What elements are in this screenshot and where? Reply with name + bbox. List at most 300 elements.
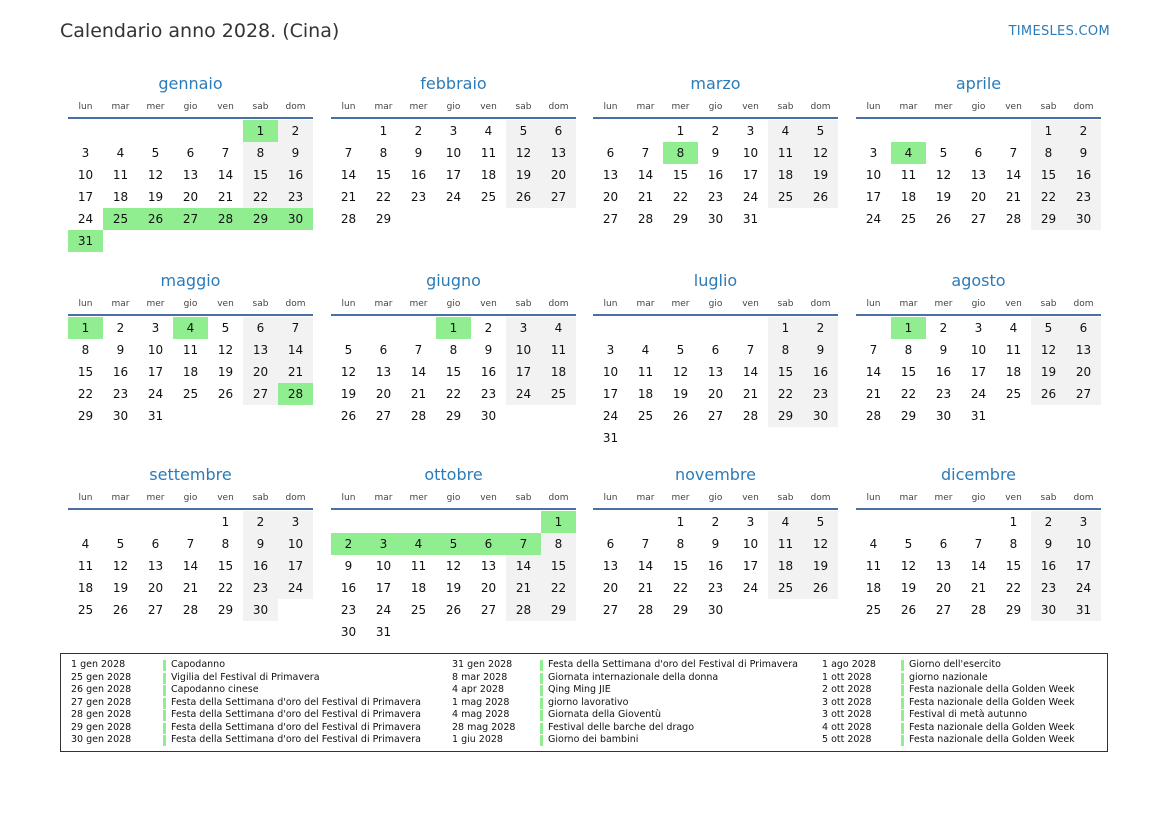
day-cell[interactable]: 27	[147, 603, 164, 617]
day-cell[interactable]: 28	[637, 212, 654, 226]
day-cell[interactable]: 2	[939, 321, 948, 335]
day-cell[interactable]: 21	[1005, 190, 1022, 204]
day-cell[interactable]: 7	[869, 343, 878, 357]
day-cell[interactable]: 18	[541, 361, 576, 383]
holiday-day-cell[interactable]: 30	[278, 208, 313, 230]
day-cell[interactable]: 18	[410, 581, 427, 595]
day-cell[interactable]: 26	[506, 186, 541, 208]
day-cell[interactable]: 8	[449, 343, 458, 357]
day-cell[interactable]: 7	[221, 146, 230, 160]
day-cell[interactable]: 14	[182, 559, 199, 573]
day-cell[interactable]: 17	[742, 559, 759, 573]
day-cell[interactable]: 15	[77, 365, 94, 379]
day-cell[interactable]: 5	[1031, 317, 1066, 339]
day-cell[interactable]: 20	[935, 581, 952, 595]
day-cell[interactable]: 30	[803, 405, 838, 427]
day-cell[interactable]: 2	[1031, 511, 1066, 533]
day-cell[interactable]: 20	[182, 190, 199, 204]
day-cell[interactable]: 12	[506, 142, 541, 164]
day-cell[interactable]: 16	[340, 581, 357, 595]
day-cell[interactable]: 28	[410, 409, 427, 423]
day-cell[interactable]: 19	[147, 190, 164, 204]
day-cell[interactable]: 6	[606, 537, 615, 551]
day-cell[interactable]: 15	[243, 164, 278, 186]
day-cell[interactable]: 20	[602, 190, 619, 204]
day-cell[interactable]: 10	[602, 365, 619, 379]
day-cell[interactable]: 11	[182, 343, 199, 357]
day-cell[interactable]: 20	[480, 581, 497, 595]
day-cell[interactable]: 28	[742, 409, 759, 423]
day-cell[interactable]: 11	[1005, 343, 1022, 357]
day-cell[interactable]: 23	[410, 190, 427, 204]
day-cell[interactable]: 14	[410, 365, 427, 379]
holiday-day-cell[interactable]: 28	[278, 383, 313, 405]
day-cell[interactable]: 29	[217, 603, 234, 617]
day-cell[interactable]: 20	[970, 190, 987, 204]
day-cell[interactable]: 23	[803, 383, 838, 405]
day-cell[interactable]: 29	[900, 409, 917, 423]
day-cell[interactable]: 11	[637, 365, 654, 379]
day-cell[interactable]: 4	[768, 120, 803, 142]
day-cell[interactable]: 9	[803, 339, 838, 361]
day-cell[interactable]: 12	[803, 142, 838, 164]
day-cell[interactable]: 24	[865, 212, 882, 226]
day-cell[interactable]: 28	[970, 603, 987, 617]
day-cell[interactable]: 27	[541, 186, 576, 208]
day-cell[interactable]: 18	[637, 387, 654, 401]
day-cell[interactable]: 23	[112, 387, 129, 401]
day-cell[interactable]: 17	[602, 387, 619, 401]
day-cell[interactable]: 8	[1031, 142, 1066, 164]
day-cell[interactable]: 6	[974, 146, 983, 160]
day-cell[interactable]: 10	[742, 537, 759, 551]
day-cell[interactable]: 3	[869, 146, 878, 160]
day-cell[interactable]: 11	[480, 146, 497, 160]
day-cell[interactable]: 9	[1066, 142, 1101, 164]
day-cell[interactable]: 27	[602, 603, 619, 617]
day-cell[interactable]: 23	[340, 603, 357, 617]
day-cell[interactable]: 3	[974, 321, 983, 335]
day-cell[interactable]: 17	[742, 168, 759, 182]
day-cell[interactable]: 20	[375, 387, 392, 401]
day-cell[interactable]: 29	[375, 212, 392, 226]
holiday-day-cell[interactable]: 8	[663, 142, 698, 164]
day-cell[interactable]: 26	[935, 212, 952, 226]
day-cell[interactable]: 9	[484, 343, 493, 357]
day-cell[interactable]: 22	[77, 387, 94, 401]
day-cell[interactable]: 25	[768, 577, 803, 599]
day-cell[interactable]: 25	[900, 212, 917, 226]
day-cell[interactable]: 28	[506, 599, 541, 621]
day-cell[interactable]: 9	[939, 343, 948, 357]
day-cell[interactable]: 27	[602, 212, 619, 226]
day-cell[interactable]: 24	[77, 212, 94, 226]
day-cell[interactable]: 26	[340, 409, 357, 423]
day-cell[interactable]: 2	[1066, 120, 1101, 142]
holiday-day-cell[interactable]: 1	[541, 511, 576, 533]
day-cell[interactable]: 8	[541, 533, 576, 555]
day-cell[interactable]: 25	[480, 190, 497, 204]
day-cell[interactable]: 28	[865, 409, 882, 423]
day-cell[interactable]: 26	[900, 603, 917, 617]
day-cell[interactable]: 6	[1066, 317, 1101, 339]
day-cell[interactable]: 9	[711, 537, 720, 551]
day-cell[interactable]: 29	[77, 409, 94, 423]
day-cell[interactable]: 15	[1031, 164, 1066, 186]
day-cell[interactable]: 12	[112, 559, 129, 573]
holiday-day-cell[interactable]: 7	[506, 533, 541, 555]
day-cell[interactable]: 9	[711, 146, 720, 160]
day-cell[interactable]: 21	[865, 387, 882, 401]
holiday-day-cell[interactable]: 26	[138, 208, 173, 230]
holiday-day-cell[interactable]: 27	[173, 208, 208, 230]
day-cell[interactable]: 18	[865, 581, 882, 595]
day-cell[interactable]: 22	[768, 383, 803, 405]
day-cell[interactable]: 30	[480, 409, 497, 423]
day-cell[interactable]: 9	[1031, 533, 1066, 555]
day-cell[interactable]: 9	[116, 343, 125, 357]
day-cell[interactable]: 21	[217, 190, 234, 204]
day-cell[interactable]: 17	[77, 190, 94, 204]
day-cell[interactable]: 6	[243, 317, 278, 339]
day-cell[interactable]: 8	[768, 339, 803, 361]
day-cell[interactable]: 26	[672, 409, 689, 423]
day-cell[interactable]: 24	[742, 581, 759, 595]
day-cell[interactable]: 31	[970, 409, 987, 423]
day-cell[interactable]: 6	[939, 537, 948, 551]
day-cell[interactable]: 16	[1031, 555, 1066, 577]
day-cell[interactable]: 12	[672, 365, 689, 379]
day-cell[interactable]: 23	[1031, 577, 1066, 599]
day-cell[interactable]: 19	[112, 581, 129, 595]
day-cell[interactable]: 21	[637, 190, 654, 204]
day-cell[interactable]: 13	[243, 339, 278, 361]
day-cell[interactable]: 15	[375, 168, 392, 182]
day-cell[interactable]: 2	[243, 511, 278, 533]
day-cell[interactable]: 13	[707, 365, 724, 379]
day-cell[interactable]: 24	[506, 383, 541, 405]
day-cell[interactable]: 5	[676, 343, 685, 357]
day-cell[interactable]: 21	[637, 581, 654, 595]
day-cell[interactable]: 10	[278, 533, 313, 555]
day-cell[interactable]: 18	[1005, 365, 1022, 379]
day-cell[interactable]: 7	[641, 537, 650, 551]
day-cell[interactable]: 13	[541, 142, 576, 164]
day-cell[interactable]: 7	[974, 537, 983, 551]
day-cell[interactable]: 5	[939, 146, 948, 160]
day-cell[interactable]: 5	[904, 537, 913, 551]
day-cell[interactable]: 23	[480, 387, 497, 401]
holiday-day-cell[interactable]: 4	[891, 142, 926, 164]
day-cell[interactable]: 19	[672, 387, 689, 401]
day-cell[interactable]: 3	[606, 343, 615, 357]
day-cell[interactable]: 12	[935, 168, 952, 182]
day-cell[interactable]: 3	[151, 321, 160, 335]
day-cell[interactable]: 27	[480, 603, 497, 617]
day-cell[interactable]: 17	[445, 168, 462, 182]
day-cell[interactable]: 12	[1031, 339, 1066, 361]
day-cell[interactable]: 18	[77, 581, 94, 595]
day-cell[interactable]: 3	[449, 124, 458, 138]
day-cell[interactable]: 16	[243, 555, 278, 577]
day-cell[interactable]: 22	[1005, 581, 1022, 595]
day-cell[interactable]: 13	[602, 168, 619, 182]
day-cell[interactable]: 3	[81, 146, 90, 160]
day-cell[interactable]: 26	[445, 603, 462, 617]
day-cell[interactable]: 31	[375, 625, 392, 639]
day-cell[interactable]: 28	[1005, 212, 1022, 226]
day-cell[interactable]: 6	[606, 146, 615, 160]
day-cell[interactable]: 22	[672, 190, 689, 204]
day-cell[interactable]: 10	[506, 339, 541, 361]
day-cell[interactable]: 21	[970, 581, 987, 595]
day-cell[interactable]: 23	[278, 186, 313, 208]
day-cell[interactable]: 1	[676, 515, 685, 529]
day-cell[interactable]: 4	[116, 146, 125, 160]
day-cell[interactable]: 13	[1066, 339, 1101, 361]
day-cell[interactable]: 26	[1031, 383, 1066, 405]
day-cell[interactable]: 4	[541, 317, 576, 339]
day-cell[interactable]: 8	[221, 537, 230, 551]
day-cell[interactable]: 17	[1066, 555, 1101, 577]
day-cell[interactable]: 21	[410, 387, 427, 401]
day-cell[interactable]: 7	[1009, 146, 1018, 160]
day-cell[interactable]: 18	[768, 555, 803, 577]
day-cell[interactable]: 19	[217, 365, 234, 379]
day-cell[interactable]: 5	[803, 120, 838, 142]
day-cell[interactable]: 15	[900, 365, 917, 379]
day-cell[interactable]: 13	[935, 559, 952, 573]
day-cell[interactable]: 7	[414, 343, 423, 357]
day-cell[interactable]: 6	[541, 120, 576, 142]
day-cell[interactable]: 10	[742, 146, 759, 160]
holiday-day-cell[interactable]: 29	[243, 208, 278, 230]
holiday-day-cell[interactable]: 1	[68, 317, 103, 339]
day-cell[interactable]: 27	[375, 409, 392, 423]
day-cell[interactable]: 6	[379, 343, 388, 357]
day-cell[interactable]: 28	[182, 603, 199, 617]
day-cell[interactable]: 19	[445, 581, 462, 595]
day-cell[interactable]: 13	[602, 559, 619, 573]
day-cell[interactable]: 4	[81, 537, 90, 551]
day-cell[interactable]: 4	[641, 343, 650, 357]
day-cell[interactable]: 11	[900, 168, 917, 182]
day-cell[interactable]: 25	[1005, 387, 1022, 401]
day-cell[interactable]: 23	[935, 387, 952, 401]
day-cell[interactable]: 11	[77, 559, 94, 573]
day-cell[interactable]: 31	[602, 431, 619, 445]
day-cell[interactable]: 29	[445, 409, 462, 423]
day-cell[interactable]: 20	[147, 581, 164, 595]
day-cell[interactable]: 29	[768, 405, 803, 427]
day-cell[interactable]: 3	[1066, 511, 1101, 533]
day-cell[interactable]: 30	[935, 409, 952, 423]
day-cell[interactable]: 30	[1066, 208, 1101, 230]
day-cell[interactable]: 24	[970, 387, 987, 401]
day-cell[interactable]: 14	[742, 365, 759, 379]
day-cell[interactable]: 10	[445, 146, 462, 160]
day-cell[interactable]: 21	[506, 577, 541, 599]
day-cell[interactable]: 27	[1066, 383, 1101, 405]
holiday-day-cell[interactable]: 2	[331, 533, 366, 555]
day-cell[interactable]: 19	[1031, 361, 1066, 383]
day-cell[interactable]: 7	[344, 146, 353, 160]
day-cell[interactable]: 29	[672, 212, 689, 226]
day-cell[interactable]: 3	[278, 511, 313, 533]
day-cell[interactable]: 23	[707, 581, 724, 595]
day-cell[interactable]: 23	[707, 190, 724, 204]
day-cell[interactable]: 14	[217, 168, 234, 182]
day-cell[interactable]: 18	[112, 190, 129, 204]
day-cell[interactable]: 21	[182, 581, 199, 595]
day-cell[interactable]: 1	[379, 124, 388, 138]
day-cell[interactable]: 1	[1009, 515, 1018, 529]
day-cell[interactable]: 27	[935, 603, 952, 617]
day-cell[interactable]: 30	[112, 409, 129, 423]
day-cell[interactable]: 21	[278, 361, 313, 383]
day-cell[interactable]: 2	[484, 321, 493, 335]
day-cell[interactable]: 17	[865, 190, 882, 204]
day-cell[interactable]: 17	[278, 555, 313, 577]
day-cell[interactable]: 26	[112, 603, 129, 617]
day-cell[interactable]: 25	[768, 186, 803, 208]
day-cell[interactable]: 15	[541, 555, 576, 577]
day-cell[interactable]: 5	[116, 537, 125, 551]
day-cell[interactable]: 16	[707, 559, 724, 573]
holiday-day-cell[interactable]: 31	[68, 230, 103, 252]
day-cell[interactable]: 26	[217, 387, 234, 401]
day-cell[interactable]: 1	[1031, 120, 1066, 142]
day-cell[interactable]: 1	[676, 124, 685, 138]
day-cell[interactable]: 9	[278, 142, 313, 164]
day-cell[interactable]: 7	[641, 146, 650, 160]
day-cell[interactable]: 27	[707, 409, 724, 423]
day-cell[interactable]: 9	[243, 533, 278, 555]
day-cell[interactable]: 22	[672, 581, 689, 595]
day-cell[interactable]: 14	[970, 559, 987, 573]
day-cell[interactable]: 10	[1066, 533, 1101, 555]
day-cell[interactable]: 18	[480, 168, 497, 182]
day-cell[interactable]: 8	[243, 142, 278, 164]
day-cell[interactable]: 21	[340, 190, 357, 204]
day-cell[interactable]: 10	[375, 559, 392, 573]
day-cell[interactable]: 31	[1066, 599, 1101, 621]
day-cell[interactable]: 11	[768, 142, 803, 164]
day-cell[interactable]: 27	[243, 383, 278, 405]
day-cell[interactable]: 22	[900, 387, 917, 401]
day-cell[interactable]: 24	[445, 190, 462, 204]
holiday-day-cell[interactable]: 4	[401, 533, 436, 555]
day-cell[interactable]: 19	[803, 164, 838, 186]
day-cell[interactable]: 6	[711, 343, 720, 357]
day-cell[interactable]: 22	[1031, 186, 1066, 208]
day-cell[interactable]: 24	[602, 409, 619, 423]
day-cell[interactable]: 25	[637, 409, 654, 423]
day-cell[interactable]: 24	[278, 577, 313, 599]
day-cell[interactable]: 30	[243, 599, 278, 621]
day-cell[interactable]: 5	[803, 511, 838, 533]
day-cell[interactable]: 24	[1066, 577, 1101, 599]
day-cell[interactable]: 7	[746, 343, 755, 357]
day-cell[interactable]: 1	[221, 515, 230, 529]
day-cell[interactable]: 5	[221, 321, 230, 335]
day-cell[interactable]: 2	[803, 317, 838, 339]
day-cell[interactable]: 2	[711, 124, 720, 138]
holiday-day-cell[interactable]: 6	[471, 533, 506, 555]
day-cell[interactable]: 29	[1031, 208, 1066, 230]
day-cell[interactable]: 29	[1005, 603, 1022, 617]
day-cell[interactable]: 4	[869, 537, 878, 551]
day-cell[interactable]: 22	[243, 186, 278, 208]
day-cell[interactable]: 12	[445, 559, 462, 573]
holiday-day-cell[interactable]: 3	[366, 533, 401, 555]
day-cell[interactable]: 19	[340, 387, 357, 401]
day-cell[interactable]: 16	[278, 164, 313, 186]
day-cell[interactable]: 30	[340, 625, 357, 639]
day-cell[interactable]: 14	[506, 555, 541, 577]
day-cell[interactable]: 17	[375, 581, 392, 595]
day-cell[interactable]: 8	[1009, 537, 1018, 551]
day-cell[interactable]: 19	[803, 555, 838, 577]
day-cell[interactable]: 20	[602, 581, 619, 595]
day-cell[interactable]: 18	[768, 164, 803, 186]
day-cell[interactable]: 3	[506, 317, 541, 339]
day-cell[interactable]: 22	[541, 577, 576, 599]
day-cell[interactable]: 15	[768, 361, 803, 383]
day-cell[interactable]: 11	[410, 559, 427, 573]
day-cell[interactable]: 10	[77, 168, 94, 182]
day-cell[interactable]: 15	[217, 559, 234, 573]
day-cell[interactable]: 1	[768, 317, 803, 339]
day-cell[interactable]: 7	[186, 537, 195, 551]
day-cell[interactable]: 20	[541, 164, 576, 186]
day-cell[interactable]: 20	[1066, 361, 1101, 383]
day-cell[interactable]: 10	[970, 343, 987, 357]
day-cell[interactable]: 25	[865, 603, 882, 617]
day-cell[interactable]: 11	[865, 559, 882, 573]
day-cell[interactable]: 17	[506, 361, 541, 383]
day-cell[interactable]: 14	[340, 168, 357, 182]
day-cell[interactable]: 29	[541, 599, 576, 621]
day-cell[interactable]: 9	[414, 146, 423, 160]
day-cell[interactable]: 31	[147, 409, 164, 423]
day-cell[interactable]: 18	[900, 190, 917, 204]
day-cell[interactable]: 25	[410, 603, 427, 617]
day-cell[interactable]: 24	[375, 603, 392, 617]
day-cell[interactable]: 14	[637, 168, 654, 182]
day-cell[interactable]: 30	[1031, 599, 1066, 621]
day-cell[interactable]: 12	[217, 343, 234, 357]
day-cell[interactable]: 12	[803, 533, 838, 555]
day-cell[interactable]: 19	[506, 164, 541, 186]
day-cell[interactable]: 25	[77, 603, 94, 617]
day-cell[interactable]: 16	[803, 361, 838, 383]
day-cell[interactable]: 24	[742, 190, 759, 204]
day-cell[interactable]: 10	[147, 343, 164, 357]
day-cell[interactable]: 13	[375, 365, 392, 379]
day-cell[interactable]: 16	[480, 365, 497, 379]
day-cell[interactable]: 17	[147, 365, 164, 379]
day-cell[interactable]: 19	[935, 190, 952, 204]
day-cell[interactable]: 8	[379, 146, 388, 160]
day-cell[interactable]: 15	[1005, 559, 1022, 573]
day-cell[interactable]: 12	[340, 365, 357, 379]
day-cell[interactable]: 9	[344, 559, 353, 573]
day-cell[interactable]: 31	[742, 212, 759, 226]
day-cell[interactable]: 28	[340, 212, 357, 226]
holiday-day-cell[interactable]: 1	[436, 317, 471, 339]
day-cell[interactable]: 13	[147, 559, 164, 573]
